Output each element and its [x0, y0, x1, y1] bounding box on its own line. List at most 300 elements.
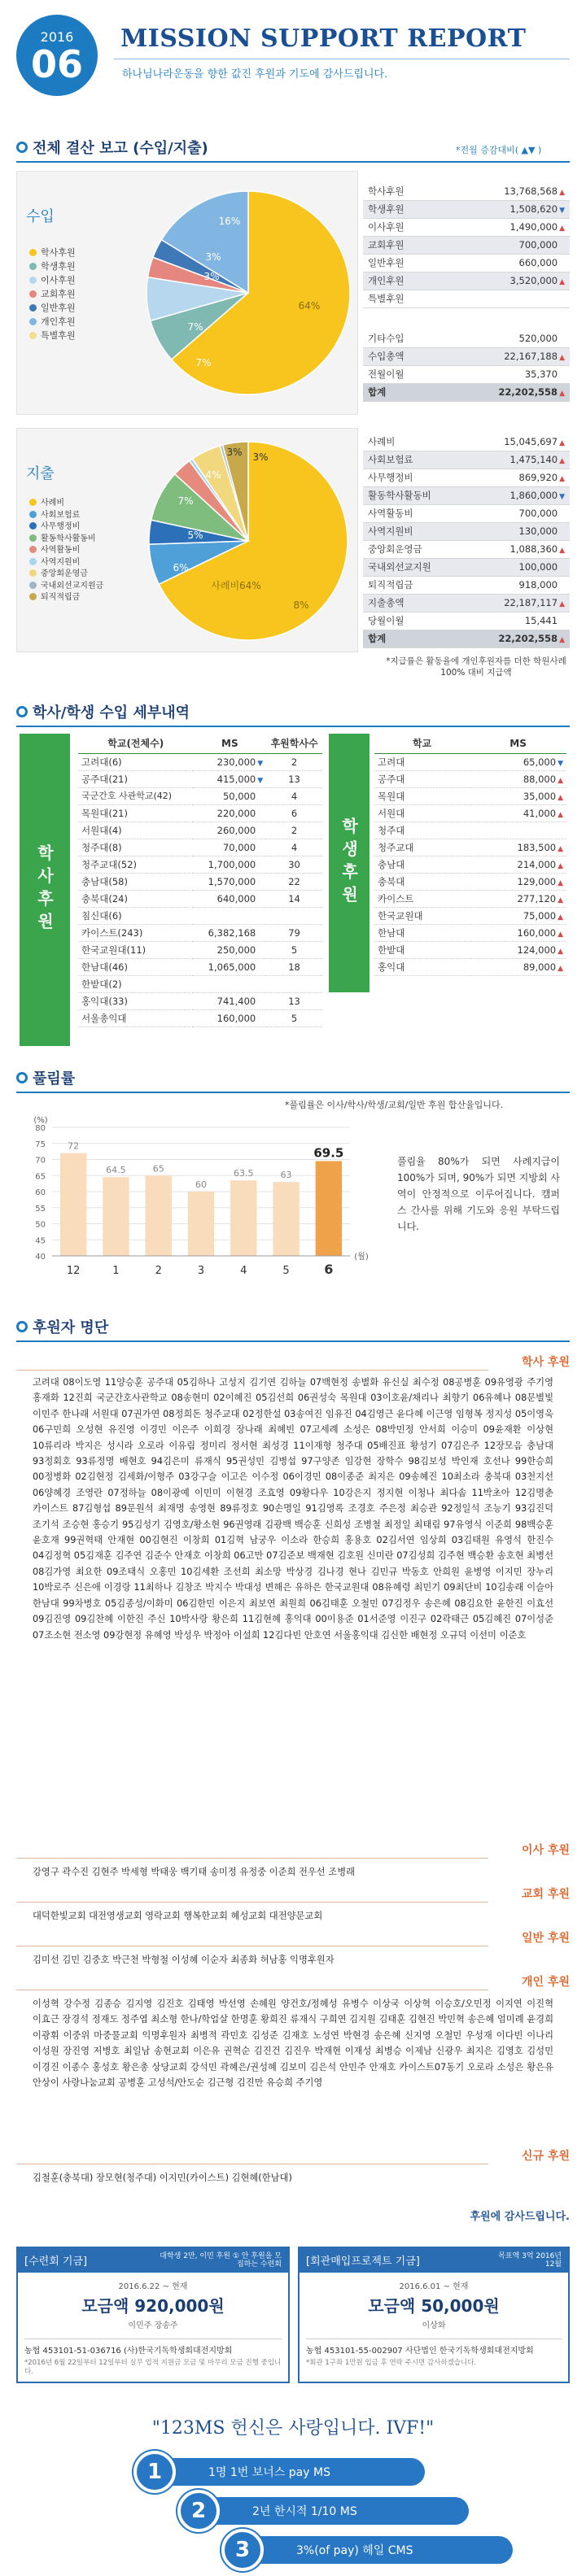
finance-item-name: 합계: [363, 630, 464, 647]
fund-retreat-period: 2016.6.22 ~ 현재: [118, 2282, 188, 2291]
school-ms-value: 250,000: [216, 944, 256, 956]
x-tick-label: 3: [197, 1265, 205, 1277]
school-ms-value: 260,000: [216, 824, 256, 836]
issue-month: 06: [30, 42, 83, 86]
finance-row: [363, 540, 570, 558]
x-tick-label: 6: [324, 1262, 334, 1277]
table-row: [374, 770, 566, 787]
school-ms: [470, 839, 566, 856]
finance-section-title: 전체 결산 보고 (수입/지출): [16, 137, 208, 158]
table-row: [78, 958, 322, 975]
school-name: 고려대(6): [78, 753, 193, 770]
expense-label: 지출: [26, 465, 55, 482]
school-ms-value: 35,000: [523, 790, 557, 802]
school-name: 목원대: [374, 787, 470, 804]
table-row: [374, 839, 566, 856]
table-row: [374, 890, 566, 907]
legend-label: 특별후원: [41, 330, 76, 341]
fulfill-bar: [316, 1161, 342, 1256]
finance-item-name: 합계: [363, 383, 440, 401]
school-ms-value: 214,000: [517, 858, 557, 870]
students-divider: [16, 726, 570, 727]
school-name: 청주교대: [374, 839, 470, 856]
finance-item-amount: 22,202,558: [498, 386, 558, 398]
bar-value-label: 72: [68, 1140, 80, 1152]
school-name: 청주교대(52): [78, 856, 193, 873]
school-ms-value: 1,065,000: [208, 961, 256, 973]
band-left: 학사후원: [20, 734, 70, 1046]
fulfill-bar: [146, 1175, 172, 1256]
school-ms: [193, 1009, 266, 1026]
school-ms: [193, 839, 266, 856]
fulfill-bar: [103, 1177, 129, 1256]
school-ms: [470, 941, 566, 958]
fund-retreat-header: [수련회 기금] 대학생 2만, 이민 후원 ① 안 후원을 모집하는 수련회: [18, 2248, 288, 2273]
donor-head-hakasa: 학사 후원: [522, 1356, 570, 1369]
table-row: [374, 907, 566, 924]
finance-item-name: 사회보험료: [363, 451, 464, 469]
school-ms: [193, 770, 266, 787]
school-ms-value: 129,000: [517, 875, 557, 887]
school-ms: [193, 941, 266, 958]
legend-item: [29, 581, 103, 593]
table-row: [374, 924, 566, 941]
finance-item-amount: 869,920: [518, 472, 558, 483]
school-ms: [470, 856, 566, 873]
finance-item-name: 지출총액: [363, 594, 464, 612]
finance-row: [363, 365, 570, 383]
x-tick-label: 5: [282, 1265, 290, 1277]
finance-row: [363, 236, 570, 254]
donor-head-general: 일반 후원: [522, 1932, 570, 1945]
section-circle-icon: [16, 1321, 28, 1332]
y-tick-label: 80: [35, 1124, 46, 1133]
school-ms-value: 415,000: [216, 773, 256, 785]
legend-dot-icon: [29, 534, 37, 542]
school-count: 18: [266, 958, 322, 975]
slogan-number-2: 2: [177, 2490, 220, 2532]
trend-down-icon: ▼: [558, 759, 563, 768]
finance-item-amount: 520,000: [518, 332, 558, 344]
school-name: 한국교원대(11): [78, 941, 193, 958]
finance-item-value: [444, 200, 570, 218]
school-name: 공주대: [374, 770, 470, 787]
fulfill-text: 풀림율 80%가 되면 사례지급이 100%가 되며, 90%가 되면 지방회 사역이 안정적으로 이루어집니다. 캠퍼스 간사를 위해 기도와 응원 부탁드립니다.: [397, 1156, 560, 1232]
fund-retreat-account: 농협 453101-51-036716 (사)한국기독학생회대전지방회: [24, 2338, 282, 2356]
school-ms: [470, 924, 566, 941]
school-ms: [470, 890, 566, 907]
school-name: 홍익대: [374, 958, 470, 975]
legend-item: [29, 592, 103, 604]
school-ms-value: 183,500: [517, 841, 557, 853]
y-tick-label: 75: [35, 1140, 46, 1149]
table-row: [78, 924, 322, 941]
legend-item: [29, 301, 76, 315]
bar-value-label: 69.5: [313, 1145, 344, 1161]
pie-label: 5%: [187, 530, 203, 541]
school-ms: [193, 856, 266, 873]
school-count: 30: [266, 856, 322, 873]
pie-label: 8%: [293, 599, 309, 611]
legend-dot-icon: [29, 304, 37, 312]
y-tick-label: 60: [35, 1188, 46, 1197]
legend-label: 퇴직적립금: [41, 593, 81, 602]
finance-item-name: 퇴직적립금: [363, 576, 464, 594]
finance-row: [363, 469, 570, 486]
x-tick-label: 4: [240, 1265, 247, 1277]
finance-item-name: 국내외선교지원: [363, 558, 464, 576]
legend-item: [29, 273, 76, 287]
legend-label: 학사후원: [41, 247, 76, 258]
finance-item-value: [464, 576, 570, 594]
legend-dot-icon: [29, 318, 37, 325]
donor-head-board: 이사 후원: [522, 1844, 570, 1857]
finance-item-name: 학생후원: [363, 200, 444, 218]
expense-pie-chart: [138, 431, 358, 651]
finance-item-name: 중앙회운영금: [363, 540, 464, 558]
finance-item-amount: 700,000: [518, 239, 558, 251]
school-name: 충북대(24): [78, 890, 193, 907]
finance-item-amount: 1,860,000: [509, 490, 558, 501]
school-ms: [193, 907, 266, 924]
fulfill-bar-chart: [16, 1111, 374, 1290]
y-tick-label: 55: [35, 1204, 46, 1214]
school-name: 한남대(46): [78, 958, 193, 975]
school-name: 청주대(8): [78, 839, 193, 856]
school-count: 13: [266, 992, 322, 1009]
school-count: 14: [266, 890, 322, 907]
table-header-cell: 학교: [374, 734, 470, 753]
table-row: [374, 753, 566, 770]
pie-label: 3%: [252, 451, 269, 463]
school-ms-value: 741,400: [216, 995, 256, 1007]
finance-item-value: [440, 347, 570, 365]
x-tick-label: 1: [112, 1265, 120, 1277]
finance-item-value: [444, 218, 570, 236]
school-ms: [193, 890, 266, 907]
school-name: 한국교원대: [374, 907, 470, 924]
trend-up-icon: ▲: [559, 188, 565, 197]
table-header-row: [374, 734, 566, 753]
school-ms: [193, 822, 266, 839]
school-name: 서울총익대: [78, 1009, 193, 1026]
legend-label: 개인후원: [41, 316, 76, 327]
band-right: 학생후원: [329, 734, 370, 992]
finance-row: [363, 218, 570, 236]
finance-item-value: [464, 486, 570, 504]
school-ms: [193, 804, 266, 822]
legend-item: [29, 510, 103, 522]
finance-divider: [16, 161, 570, 163]
trend-up-icon: ▲: [558, 776, 563, 785]
legend-dot-icon: [29, 569, 37, 577]
finance-item-value: [464, 433, 570, 451]
school-count: 2: [266, 822, 322, 839]
table-row: [78, 787, 322, 804]
finance-item-name: 당월이월: [363, 612, 464, 630]
school-ms: [470, 873, 566, 890]
finance-item-name: 사역활동비: [363, 504, 464, 522]
slogan-number-1: 1: [133, 2451, 176, 2493]
pie-label: 3%: [205, 251, 221, 263]
finance-item-amount: 22,202,558: [498, 633, 558, 644]
trend-up-icon: ▲: [559, 475, 565, 483]
finance-item-value: [464, 469, 570, 486]
school-ms-value: 277,120: [517, 892, 557, 904]
issue-year: 2016: [40, 29, 74, 45]
finance-item-amount: 22,167,188: [504, 351, 558, 362]
school-name: 공주대(21): [78, 770, 193, 787]
donor-list-general: 김미선 김민 김중호 박근천 박형철 이성혜 이순자 최종화 허남홍 익명후원자: [33, 1955, 335, 1965]
finance-item-amount: 918,000: [518, 579, 558, 591]
school-ms: [470, 770, 566, 787]
bar-value-label: 65: [152, 1163, 164, 1175]
y-tick-label: 40: [35, 1253, 46, 1262]
table-header-cell: MS: [193, 734, 266, 753]
trend-up-icon: ▲: [558, 896, 563, 904]
pie-label: 4%: [205, 469, 221, 481]
school-count: [266, 907, 322, 924]
school-ms-value: 41,000: [523, 807, 557, 819]
legend-dot-icon: [29, 593, 37, 600]
finance-item-value: [464, 558, 570, 576]
school-ms: [193, 873, 266, 890]
finance-row: [363, 522, 570, 540]
income-label: 수입: [26, 208, 55, 225]
pie-label: 3%: [226, 447, 243, 458]
slogan-title: "123MS 헌신은 사랑입니다. IVF!": [151, 2418, 435, 2439]
legend-dot-icon: [29, 249, 37, 256]
legend-dot-icon: [29, 277, 37, 284]
legend-item: [29, 545, 103, 557]
legend-item: [29, 498, 103, 510]
school-name: 한남대: [374, 924, 470, 941]
school-ms-value: 230,000: [216, 756, 256, 768]
finance-item-name: 교회후원: [363, 236, 444, 254]
legend-dot-icon: [29, 546, 37, 553]
school-name: 카이스트(243): [78, 924, 193, 941]
school-name: 서원대(4): [78, 822, 193, 839]
trend-up-icon: ▲: [559, 600, 565, 608]
finance-item-name: 일반후원: [363, 254, 444, 272]
legend-item: [29, 329, 76, 342]
finance-row: [363, 272, 570, 290]
school-count: 2: [266, 753, 322, 770]
legend-dot-icon: [29, 511, 37, 518]
school-name: 홍익대(33): [78, 992, 193, 1009]
income-legend: [29, 246, 76, 342]
trend-up-icon: ▲: [558, 793, 563, 802]
expense-footnote: *지급률은 활동율에 개인후원자를 더한 학원사례 100% 대비 지급액: [386, 656, 566, 678]
finance-item-amount: 700,000: [518, 508, 558, 519]
legend-label: 활동학사활동비: [41, 534, 96, 543]
table-header-cell: 후원학사수: [266, 734, 322, 753]
table-row: [78, 770, 322, 787]
school-name: 국군간호 사관학교(42): [78, 787, 193, 804]
school-ms: [193, 753, 266, 770]
school-count: 13: [266, 770, 322, 787]
pie-label: 3%: [203, 271, 220, 282]
table-row: [78, 941, 322, 958]
student-right-table: [374, 734, 566, 976]
table-row: [374, 856, 566, 873]
trend-down-icon: ▼: [257, 759, 264, 768]
legend-item: [29, 569, 103, 581]
trend-down-icon: ▼: [257, 776, 264, 785]
school-ms: [470, 753, 566, 770]
table-header-cell: MS: [470, 734, 566, 753]
school-ms: [470, 907, 566, 924]
fulfill-divider: [16, 1092, 570, 1093]
finance-item-name: 전월이월: [363, 365, 440, 383]
school-ms-value: 65,000: [523, 756, 557, 768]
legend-label: 사역활동비: [41, 546, 81, 555]
legend-dot-icon: [29, 522, 37, 530]
donor-list-personal: 이성혁 강수정 김종승 김지영 김진호 김태영 박선영 손혜원 양건호/정혜성 유병수 이상국 이상혁 이승호/오민정 이지연 이진혁 이효근 장경석 정재도 정주엽 최소형 한나/학업살 한명훈 황희진 류재식 구희연 김지원 김태훈 김현진 박민혁 송은혜 엄미례 윤경희 이광휘 이중위 마중물교회 익명후원자 최병적 곽민호 김성준 김재호 노성연 박현경 송은혜 신지영 오철민 우성재 이다빈 이나리 이성원 장진영 저병호 최일남 송현교회 이은유 권혁순 김진건 김진우 박재현 이재성 최병승 이제남 신광우 최지은 김영호 김성민 이경진 이종수 홍성호 황은총 상당교회 강석민 곽혜은/권성혜 김보미 김은석 안민주 안재호 카이스트07동기 오로라 소성은 황은유 안상이 사랑나눔교회 공병훈 고성석/안도순 김근형 김진만 유승희 주기영: [33, 1998, 553, 2089]
legend-item: [29, 287, 76, 301]
school-ms-value: 89,000: [523, 961, 557, 973]
finance-item-value: [444, 290, 570, 307]
legend-dot-icon: [29, 499, 37, 506]
fund-building-period: 2016.6.01 ~ 현재: [399, 2282, 469, 2291]
finance-row: [363, 254, 570, 272]
school-ms: [470, 958, 566, 975]
finance-item-name: 사무행정비: [363, 469, 464, 486]
finance-item-amount: 660,000: [518, 257, 558, 268]
school-name: 카이스트: [374, 890, 470, 907]
trend-up-icon: ▲: [558, 844, 563, 853]
finance-item-name: 기타수입: [363, 329, 440, 347]
trend-up-icon: ▲: [559, 438, 565, 447]
donor-thanks: 후원에 감사드립니다.: [470, 2211, 570, 2223]
school-name: 충남대(58): [78, 873, 193, 890]
donor-list-hakasa: 고려대 08이도영 11양승훈 공주대 05김하나 고성지 김기연 김하늘 07백현정 송별화 유신실 최수정 08공병훈 09유영광 주기영 홍재화 12진희 국군간호사관학교 08송현미 02이혜진 05김선희 06권성숙 목원대 03이호윤/채리나 최향기 06유혜나 08문별빛 이민주 한나래 서원대 07권가연 08정희돈 청주교대 02정한설 03송여진 임유진 04김영근 윤다혜 이근영 임형복 정지성 05이영욱 06구민희 오성현 유진영 이경민 이은주 이희경 장나래 최혜빈 07고세례 소성은 08박민정 안서희 이승미 09윤재환 이상현 10류리라 박지은 성시라 오로라 이유림 정미리 정서현 최성경 11이재형 청주대 05배진표 황성기 07김은주 12장모음 충남대 93정회호 93류정명 배현호 94김은미 류재식 95권성민 김병섭 97구양존 임강현 장학수 98김보성 박인재 호선나 99한승희 00정병화 02김현정 김세화/이형주 03강구슬 이고은 이수정 06이경민 08이종준 최지은 09송혜진 10최소라 충북대 03천지선 06양혜경 조영란 07정하늘 08이광예 이민미 이현경 조효영 09황다우 10강은지 정지현 이청나 최다솜 11박초아 12김명춘 카이스트 87김형섭 89문원석 최재명 송영현 89류정호 90손명일 91김영록 조경호 주은정 최승관 92정일석 조능기 93김진덕 조기석 조승현 홍승기 95김성기 김영호/황소현 96권영래 김광백 백승훈 신희성 조병철 최정일 최태림 97유영식 이준희 98백승훈 윤호재 99권혁태 안재현 00김현진 이창희 01김혁 남궁우 이소라 한승희 홍용호 02김서연 임상희 03김태원 유영석 한진수 04김정혁 05김재훈 김주연 김준수 안재호 이창희 06고만 07김준보 백재현 김호원 신미란 07김성희 김주현 백승환 송호현 최병선 08김가영 최요한 09조태식 오홍민 10김세환 조선희 최소망 박상경 김나경 현나 김민규 박동호 안희원 윤병영 이지민 장누리 10박로주 신은애 이경랑 11최하나 김창조 박지수 박대성 변해은 유하은 한국교원대 08유혜령 최민기 09최단비 10김송래 이슬아 한남대 99차병호 05김종성/이화미 06김한민 이은지 최보연 최원희 06김태훈 오철민 07김정우 송은혜 08김요한 윤한진 이효선 09김진영 09김찬혜 이한진 주신 10박사랑 황은희 11김현혜 홍익대 00이용준 01서준영 이진구 02곽태근 05김혜진 07이성준 07조소현 전소영 09강현정 유혜영 박성우 박정아 이설희 12김다빈 안호연 서울홍익대 김신한 배현정 오규덕 이선미 이준호: [33, 1377, 554, 1641]
finance-row: [363, 451, 570, 469]
legend-item: [29, 259, 76, 273]
finance-item-value: [444, 272, 570, 290]
y-axis-unit: (%): [33, 1116, 48, 1125]
school-ms-value: 50,000: [222, 790, 256, 802]
bar-value-label: 63: [280, 1170, 292, 1181]
finance-item-value: [464, 612, 570, 630]
trend-up-icon: ▲: [558, 861, 563, 870]
school-count: 5: [266, 941, 322, 958]
trend-up-icon: ▲: [558, 878, 563, 887]
y-tick-label: 65: [35, 1172, 46, 1182]
y-tick-label: 70: [35, 1156, 46, 1166]
fund-retreat-names: 이민주 장송주: [128, 2321, 178, 2330]
legend-dot-icon: [29, 332, 37, 339]
finance-item-value: [440, 383, 570, 401]
section-circle-icon: [16, 706, 28, 717]
legend-dot-icon: [29, 263, 37, 270]
legend-label: 교회후원: [41, 289, 76, 299]
finance-row: [363, 594, 570, 612]
pie-label: 64%: [298, 300, 321, 312]
trend-up-icon: ▲: [559, 224, 565, 233]
fulfill-bar: [230, 1180, 256, 1256]
x-tick-label: 12: [66, 1265, 81, 1277]
school-count: 4: [266, 839, 322, 856]
finance-item-name: 학사후원: [363, 182, 444, 200]
legend-label: 국내외선교지원금: [41, 581, 104, 591]
slogan-item-3: 3%(of pay) 헤일 CMS: [244, 2536, 513, 2564]
fund-building-foot: *회관 1구좌 1만원 입금 후 연락 주시면 감사하겠습니다.: [306, 2359, 477, 2367]
table-row: [78, 753, 322, 770]
school-count: 22: [266, 873, 322, 890]
donor-head-church: 교회 후원: [522, 1888, 570, 1901]
finance-row: [363, 329, 570, 347]
pie-label: 7%: [187, 321, 203, 333]
legend-label: 사무행정비: [41, 522, 81, 531]
legend-label: 학생후원: [41, 261, 76, 272]
school-ms-value: 1,570,000: [208, 875, 256, 887]
donors-section-title: 후원자 명단: [16, 1316, 108, 1337]
report-title: MISSION SUPPORT REPORT: [120, 24, 527, 53]
school-ms: [193, 787, 266, 804]
x-axis-unit: (월): [354, 1253, 369, 1262]
table-row: [78, 822, 322, 839]
school-ms-value: 6,382,168: [208, 926, 256, 939]
finance-item-amount: 15,045,697: [504, 435, 558, 447]
finance-item-amount: 1,475,140: [509, 454, 558, 465]
table-row: [374, 958, 566, 975]
school-ms-value: 220,000: [216, 807, 256, 819]
finance-row: [363, 347, 570, 365]
trend-down-icon: ▼: [559, 207, 565, 215]
section-circle-icon: [16, 1072, 28, 1083]
pie-label: 16%: [218, 216, 241, 227]
fund-box-retreat: [16, 2247, 290, 2383]
trend-up-icon: ▲: [558, 913, 563, 922]
finance-item-amount: 15,441: [524, 615, 558, 626]
table-header-cell: 학교(전체수): [78, 734, 193, 753]
issue-badge: [16, 15, 98, 96]
school-count: 6: [266, 804, 322, 822]
table-row: [374, 873, 566, 890]
finance-item-amount: 22,187,117: [504, 597, 558, 608]
fund-retreat-foot: *2016년 6월 22일부터 12일부터 실무 업적 지원금 모금 및 마무리 모금 진행 중입니다.: [24, 2359, 282, 2376]
table-row: [78, 1009, 322, 1026]
finance-item-amount: 1,490,000: [509, 221, 558, 233]
trend-up-icon: ▲: [559, 547, 565, 555]
finance-item-amount: 1,088,360: [509, 543, 558, 555]
legend-label: 사역지원비: [41, 557, 81, 567]
finance-item-name: 사역지원비: [363, 522, 464, 540]
school-ms-value: 640,000: [216, 892, 256, 904]
legend-dot-icon: [29, 558, 37, 565]
legend-item: [29, 557, 103, 569]
school-ms-value: 1,700,000: [208, 858, 256, 870]
trend-up-icon: ▲: [558, 810, 563, 819]
school-name: 한밭대(2): [78, 975, 193, 992]
expense-legend: [29, 498, 103, 604]
trend-down-icon: ▼: [559, 493, 565, 501]
student-left-table: [78, 734, 322, 1027]
legend-item: [29, 534, 103, 546]
table-header-row: [78, 734, 322, 753]
school-ms: [470, 822, 566, 839]
income-total-table: [363, 329, 570, 402]
finance-item-name: 사례비: [363, 433, 464, 451]
legend-label: 사회보험료: [41, 510, 81, 520]
school-ms-value: 160,000: [517, 926, 557, 939]
table-row: [374, 804, 566, 822]
school-ms: [193, 924, 266, 941]
bar-value-label: 63.5: [234, 1168, 254, 1179]
income-table: [363, 182, 570, 308]
finance-item-name: 특별후원: [363, 290, 444, 307]
